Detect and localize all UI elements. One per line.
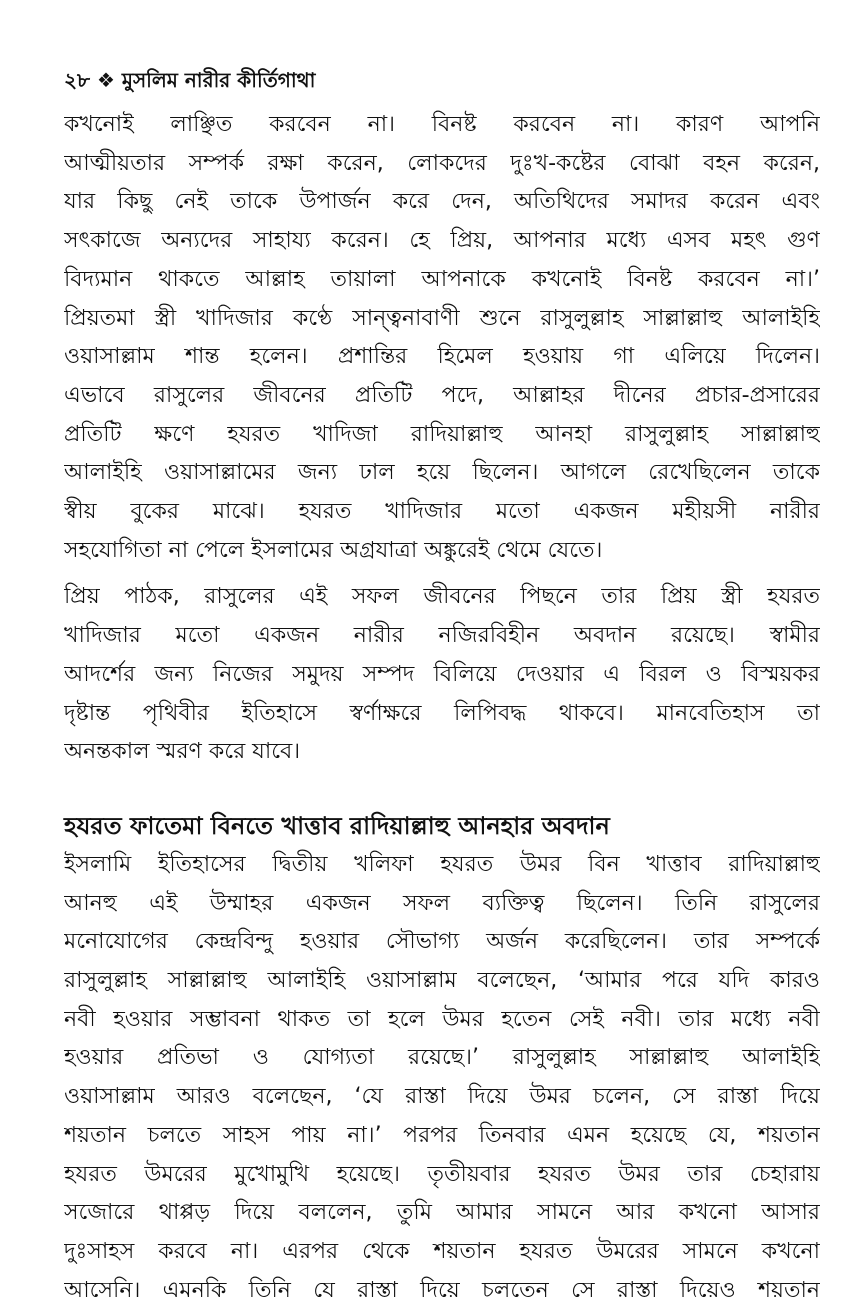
text-line: আলাইহি ওয়াসাল্লামের জন্য ঢাল হয়ে ছিলেন। আগলে রেখেছিলেন তাকে <box>64 460 820 486</box>
section-heading: হযরত ফাতেমা বিনতে খাত্তাব রাদিয়াল্লাহু আনহার অবদান <box>64 811 610 840</box>
text-line: শয়তান চলতে সাহস পায় না।’ পরপর তিনবার এমন হয়েছে যে, শয়তান <box>64 1122 820 1148</box>
text-line: সৎকাজে অন্যদের সাহায্য করেন। হে প্রিয়, আপনার মধ্যে এসব মহৎ গুণ <box>64 228 820 254</box>
text-line: মনোযোগের কেন্দ্রবিন্দু হওয়ার সৌভাগ্য অর্জন করেছিলেন। তার সম্পর্কে <box>64 929 820 955</box>
text-line: আদর্শের জন্য নিজের সমুদয় সম্পদ বিলিয়ে দেওয়ার এ বিরল ও বিস্ময়কর <box>64 661 820 687</box>
text-line: ওয়াসাল্লাম আরও বলেছেন, ‘যে রাস্তা দিয়ে উমর চলেন, সে রাস্তা দিয়ে <box>64 1084 820 1110</box>
text-line: হযরত উমরের মুখোমুখি হয়েছে। তৃতীয়বার হযরত উমর তার চেহারায় <box>64 1161 820 1187</box>
text-line: সজোরে থাপ্পড় দিয়ে বললেন, তুমি আমার সামনে আর কখনো আসার <box>64 1200 820 1226</box>
text-line: সহযোগিতা না পেলে ইসলামের অগ্রযাত্রা অঙ্কুরেই থেমে যেতে। <box>64 537 603 563</box>
text-line: আনহু এই উম্মাহর একজন সফল ব্যক্তিত্ব ছিলেন। তিনি রাসুলের <box>64 890 820 916</box>
text-line: অনন্তকাল স্মরণ করে যাবে। <box>64 739 301 765</box>
paragraph-2 <box>64 578 820 772</box>
text-line: যার কিছু নেই তাকে উপার্জন করে দেন, অতিথিদের সমাদর করেন এবং <box>64 189 820 215</box>
paragraph-gap <box>64 570 820 578</box>
text-line: নবী হওয়ার সম্ভাবনা থাকত তা হলে উমর হতেন সেই নবী। তার মধ্যে নবী <box>64 1006 820 1032</box>
text-line: বিদ্যমান থাকতে আল্লাহ তায়ালা আপনাকে কখনোই বিনষ্ট করবেন না।’ <box>64 266 820 292</box>
text-line: রাসুলুল্লাহ সাল্লাল্লাহু আলাইহি ওয়াসাল্লাম বলেছেন, ‘আমার পরে যদি কারও <box>64 968 820 994</box>
text-line: খাদিজার মতো একজন নারীর নজিরবিহীন অবদান রয়েছে। স্বামীর <box>64 623 820 649</box>
text-line: প্রিয়তমা স্ত্রী খাদিজার কণ্ঠে সান্ত্বনাবাণী শুনে রাসুলুল্লাহ সাল্লাল্লাহু আলাইহি <box>64 305 820 331</box>
text-line: আত্মীয়তার সম্পর্ক রক্ষা করেন, লোকদের দুঃখ-কষ্টের বোঝা বহন করেন, <box>64 150 820 176</box>
text-line: এভাবে রাসুলের জীবনের প্রতিটি পদে, আল্লাহর দীনের প্রচার-প্রসারের <box>64 382 820 408</box>
paragraph-3 <box>64 846 820 1310</box>
text-line: দৃষ্টান্ত পৃথিবীর ইতিহাসে স্বর্ণাক্ষরে লিপিবদ্ধ থাকবে। মানবেতিহাস তা <box>64 700 820 726</box>
text-line: প্রতিটি ক্ষণে হযরত খাদিজা রাদিয়াল্লাহু আনহা রাসুলুল্লাহ সাল্লাল্লাহু <box>64 421 820 447</box>
running-head: ২৮ ❖ মুসলিম নারীর কীর্তিগাথা <box>64 68 316 92</box>
book-page <box>64 60 820 1310</box>
text-line: ইসলামি ইতিহাসের দ্বিতীয় খলিফা হযরত উমর বিন খাত্তাব রাদিয়াল্লাহু <box>64 851 820 877</box>
text-line: ওয়াসাল্লাম শান্ত হলেন। প্রশান্তির হিমেল হওয়ায় গা এলিয়ে দিলেন। <box>64 344 820 370</box>
paragraph-1 <box>64 106 820 570</box>
text-line: আসেনি। এমনকি তিনি যে রাস্তা দিয়ে চলতেন সে রাস্তা দিয়েও শয়তান <box>64 1277 820 1303</box>
text-line: দুঃসাহস করবে না। এরপর থেকে শয়তান হযরত উমরের সামনে কখনো <box>64 1238 820 1264</box>
text-line: কখনোই লাঞ্ছিত করবেন না। বিনষ্ট করবেন না। কারণ আপনি <box>64 112 820 137</box>
text-line: প্রিয় পাঠক, রাসুলের এই সফল জীবনের পিছনে তার প্রিয় স্ত্রী হযরত <box>64 584 820 610</box>
section-gap <box>64 772 820 806</box>
text-line: হওয়ার প্রতিভা ও যোগ্যতা রয়েছে।’ রাসুলুল্লাহ সাল্লাল্লাহু আলাইহি <box>64 1045 820 1071</box>
text-line: স্বীয় বুকের মাঝে। হযরত খাদিজার মতো একজন মহীয়সী নারীর <box>64 499 820 525</box>
